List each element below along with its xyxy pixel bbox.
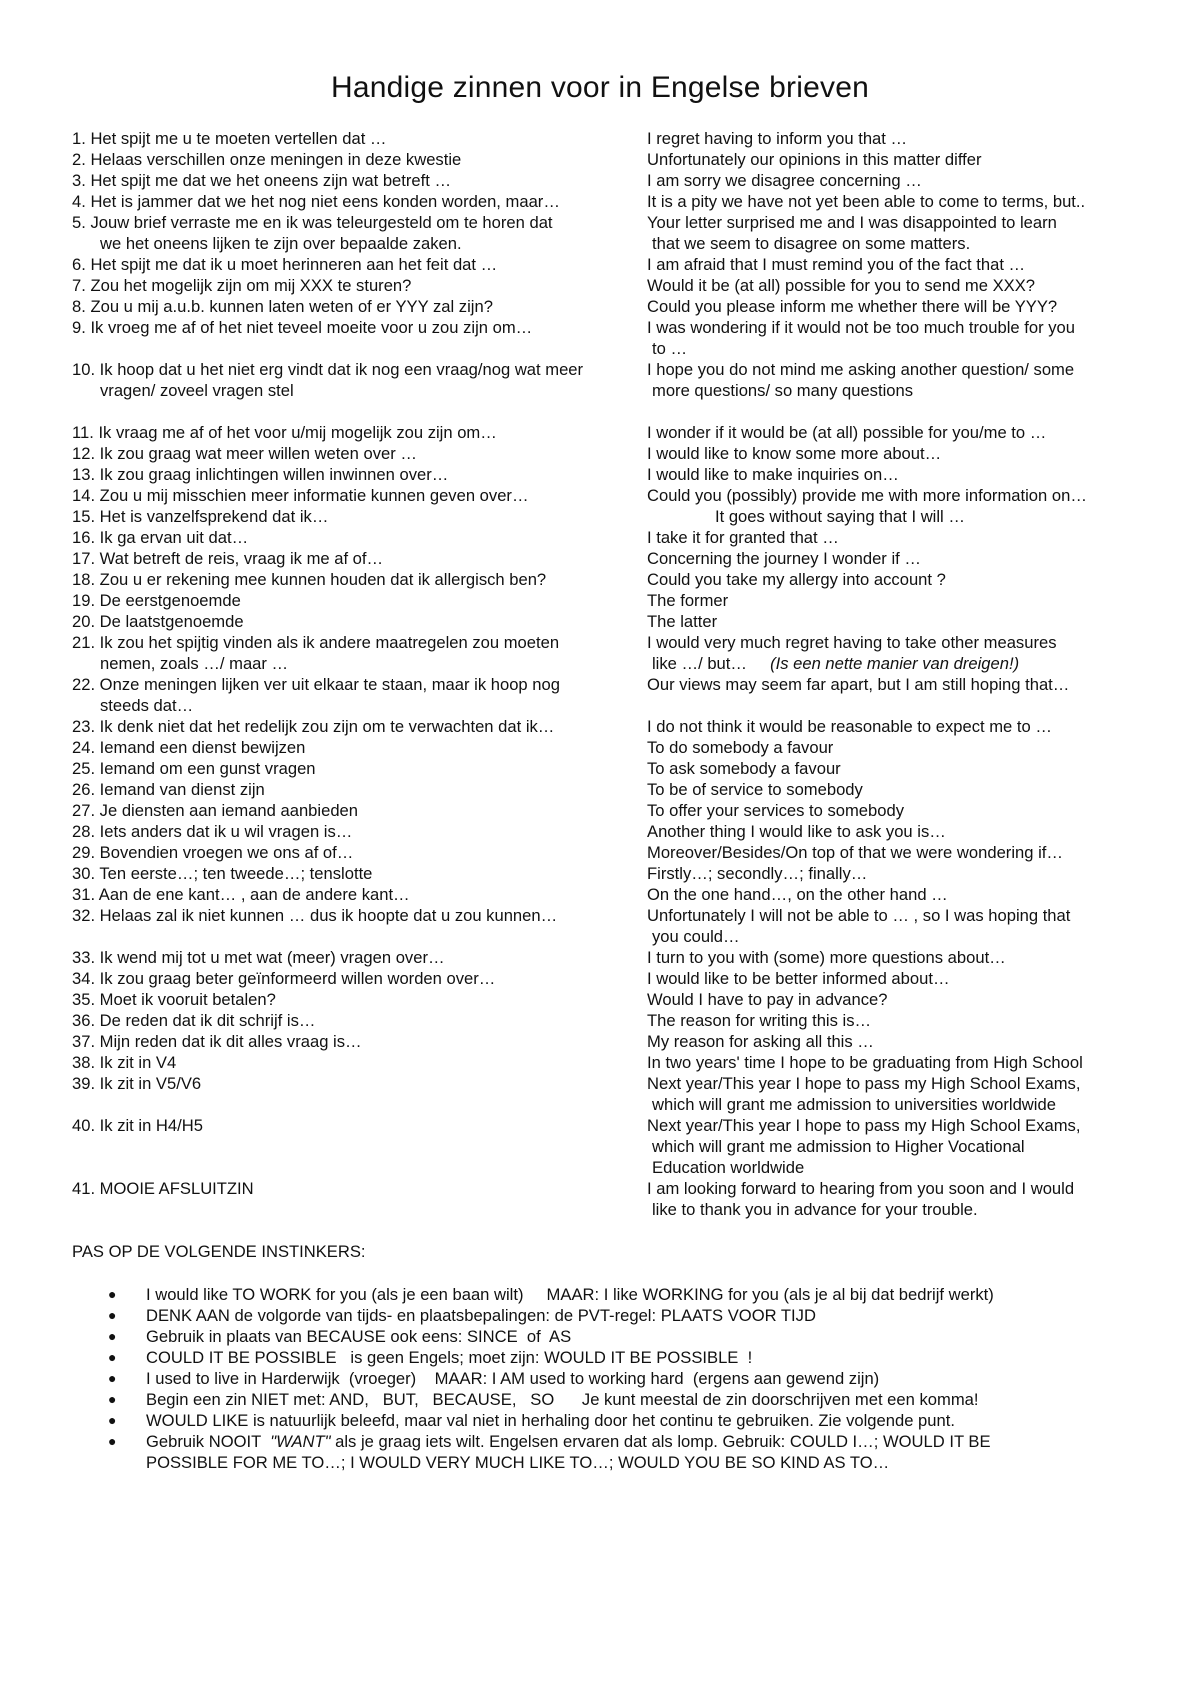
dutch-phrase: 8. Zou u mij a.u.b. kunnen laten weten of er YYY zal zijn? [72, 297, 493, 316]
dutch-phrase: 15. Het is vanzelfsprekend dat ik… [72, 507, 329, 526]
english-phrase-cell [647, 800, 1142, 821]
dutch-phrase-continuation: steeds dat… [100, 696, 194, 715]
dutch-phrase: 25. Iemand om een gunst vragen [72, 759, 316, 778]
phrase-row [72, 548, 1142, 569]
phrase-row [72, 947, 1142, 968]
english-phrase: I do not think it would be reasonable to expect me to … [647, 717, 1052, 736]
english-phrase: To be of service to somebody [647, 780, 863, 799]
dutch-phrase-cell [72, 884, 647, 905]
dutch-phrase-cell [72, 506, 647, 527]
english-phrase: Another thing I would like to ask you is… [647, 822, 946, 841]
dutch-phrase-cell [72, 758, 647, 779]
warning-item [72, 1326, 1142, 1347]
english-phrase-cell [647, 968, 1142, 989]
english-phrase-cell [647, 674, 1142, 716]
english-phrase: I would very much regret having to take other measures [647, 633, 1057, 652]
warnings-heading: PAS OP DE VOLGENDE INSTINKERS: [72, 1242, 366, 1261]
phrase-row [72, 317, 1142, 359]
phrase-row [72, 128, 1142, 149]
english-phrase-continuation [647, 380, 1142, 401]
dutch-phrase-cell [72, 1073, 647, 1115]
warning-text-part: als je graag iets wilt. Engelsen ervaren dat als lomp. Gebruik: COULD I…; WOULD IT BE [330, 1432, 991, 1451]
dutch-phrase: 40. Ik zit in H4/H5 [72, 1116, 203, 1135]
english-phrase: Would it be (at all) possible for you to send me XXX? [647, 276, 1036, 295]
dutch-phrase-cell [72, 149, 647, 170]
english-phrase-cell [647, 842, 1142, 863]
english-phrase-cell [647, 191, 1142, 212]
english-phrase-cell [647, 779, 1142, 800]
dutch-phrase: 29. Bovendien vroegen we ons af of… [72, 843, 354, 862]
english-phrase: I wonder if it would be (at all) possible for you/me to … [647, 423, 1047, 442]
dutch-phrase: 32. Helaas zal ik niet kunnen … dus ik hoopte dat u zou kunnen… [72, 906, 558, 925]
dutch-phrase-cell [72, 1010, 647, 1031]
english-phrase-cell [647, 863, 1142, 884]
english-phrase: Could you take my allergy into account ? [647, 570, 946, 589]
bullet-icon: ● [108, 1307, 117, 1323]
english-phrase-cell [647, 1178, 1142, 1220]
warning-item [72, 1347, 1142, 1368]
dutch-phrase: 7. Zou het mogelijk zijn om mij XXX te sturen? [72, 276, 412, 295]
phrase-row [72, 422, 1142, 443]
english-phrase-continuation [647, 695, 1142, 716]
dutch-phrase: 12. Ik zou graag wat meer willen weten over … [72, 444, 417, 463]
english-phrase-cell [647, 632, 1142, 674]
dutch-phrase-continuation: vragen/ zoveel vragen stel [100, 381, 294, 400]
warning-item [72, 1389, 1142, 1410]
phrase-row [72, 464, 1142, 485]
warning-item [72, 1431, 1142, 1473]
english-phrase-continuation [647, 926, 1142, 947]
dutch-phrase: 23. Ik denk niet dat het redelijk zou zijn om te verwachten dat ik… [72, 717, 555, 736]
english-phrase-cell [647, 254, 1142, 275]
english-phrase-cell [647, 149, 1142, 170]
dutch-phrase-cell [72, 170, 647, 191]
english-phrase: I would like to know some more about… [647, 444, 942, 463]
english-phrase-cell [647, 758, 1142, 779]
english-phrase-continuation-text: like to thank you in advance for your trouble. [652, 1200, 978, 1219]
phrase-row [72, 212, 1142, 254]
phrase-row [72, 611, 1142, 632]
english-phrase: Could you please inform me whether there will be YYY? [647, 297, 1058, 316]
english-phrase-cell [647, 947, 1142, 968]
dutch-phrase-cell [72, 590, 647, 611]
dutch-phrase: 26. Iemand van dienst zijn [72, 780, 265, 799]
phrase-row [72, 506, 1142, 527]
english-phrase: Firstly…; secondly…; finally… [647, 864, 868, 883]
english-phrase-continuation [647, 1199, 1142, 1220]
phrase-row [72, 1178, 1142, 1220]
warning-text: COULD IT BE POSSIBLE is geen Engels; moet zijn: WOULD IT BE POSSIBLE ! [146, 1348, 753, 1367]
phrase-row [72, 569, 1142, 590]
dutch-phrase-continuation [72, 1157, 639, 1178]
english-phrase: Unfortunately our opinions in this matter differ [647, 150, 982, 169]
phrase-row [72, 170, 1142, 191]
dutch-phrase: 19. De eerstgenoemde [72, 591, 241, 610]
dutch-phrase: 2. Helaas verschillen onze meningen in deze kwestie [72, 150, 462, 169]
english-phrase-cell [647, 296, 1142, 317]
english-phrase-cell [647, 1031, 1142, 1052]
dutch-phrase: 33. Ik wend mij tot u met wat (meer) vragen over… [72, 948, 445, 967]
phrase-row [72, 821, 1142, 842]
english-phrase-continuation-text: more questions/ so many questions [652, 381, 914, 400]
english-phrase: Next year/This year I hope to pass my High School Exams, [647, 1116, 1081, 1135]
english-phrase-cell [647, 989, 1142, 1010]
english-phrase: Your letter surprised me and I was disappointed to learn [647, 213, 1057, 232]
english-phrase-cell [647, 611, 1142, 632]
english-phrase: I am afraid that I must remind you of the fact that … [647, 255, 1026, 274]
dutch-phrase-continuation [72, 926, 639, 947]
phrase-row [72, 275, 1142, 296]
english-phrase: Could you (possibly) provide me with more information on… [647, 486, 1087, 505]
dutch-phrase-cell [72, 275, 647, 296]
row-spacer [72, 401, 1142, 422]
phrase-row [72, 359, 1142, 401]
english-phrase: The former [647, 591, 729, 610]
dutch-phrase: 38. Ik zit in V4 [72, 1053, 177, 1072]
english-phrase: On the one hand…, on the other hand … [647, 885, 948, 904]
phrase-row [72, 149, 1142, 170]
dutch-phrase-cell [72, 800, 647, 821]
warning-text: DENK AAN de volgorde van tijds- en plaatsbepalingen: de PVT-regel: PLAATS VOOR TIJD [146, 1306, 816, 1325]
english-phrase-cell [647, 737, 1142, 758]
phrase-row [72, 485, 1142, 506]
english-phrase-cell [647, 905, 1142, 947]
dutch-phrase-continuation [72, 1094, 639, 1115]
english-phrase-cell [647, 1115, 1142, 1178]
bullet-icon: ● [108, 1412, 117, 1428]
phrase-row [72, 1115, 1142, 1178]
dutch-phrase-cell [72, 632, 647, 674]
warning-text: Gebruik in plaats van BECAUSE ook eens: SINCE of AS [146, 1327, 572, 1346]
english-phrase-continuation-text: to … [652, 339, 688, 358]
warning-item [72, 1284, 1142, 1305]
dutch-phrase-continuation [72, 338, 639, 359]
english-phrase-cell [647, 212, 1142, 254]
dutch-phrase-cell [72, 716, 647, 737]
english-phrase: Would I have to pay in advance? [647, 990, 888, 1009]
dutch-phrase-continuation [72, 1199, 639, 1220]
dutch-phrase-cell [72, 1115, 647, 1178]
dutch-phrase-cell [72, 863, 647, 884]
english-phrase-cell [647, 464, 1142, 485]
warning-text: POSSIBLE FOR ME TO…; I WOULD VERY MUCH LIKE TO…; WOULD YOU BE SO KIND AS TO… [146, 1453, 890, 1472]
dutch-phrase: 5. Jouw brief verraste me en ik was teleurgesteld om te horen dat [72, 213, 553, 232]
dutch-phrase-cell [72, 422, 647, 443]
english-phrase-continuation [647, 1136, 1142, 1157]
warning-text: I used to live in Harderwijk (vroeger) MAAR: I AM used to working hard (ergens aan gewend zijn) [146, 1369, 880, 1388]
dutch-phrase-cell [72, 737, 647, 758]
dutch-phrase-cell [72, 947, 647, 968]
phrase-row [72, 758, 1142, 779]
english-phrase-continuation [647, 1094, 1142, 1115]
english-phrase: I hope you do not mind me asking another question/ some [647, 360, 1075, 379]
english-phrase-cell [647, 1073, 1142, 1115]
dutch-phrase-cell [72, 569, 647, 590]
dutch-phrase-cell [72, 254, 647, 275]
dutch-phrase: 41. MOOIE AFSLUITZIN [72, 1179, 254, 1198]
dutch-phrase: 28. Iets anders dat ik u wil vragen is… [72, 822, 353, 841]
english-phrase-continuation-text: which will grant me admission to universities worldwide [652, 1095, 1056, 1114]
phrase-row [72, 842, 1142, 863]
dutch-phrase-cell [72, 842, 647, 863]
dutch-phrase: 9. Ik vroeg me af of het niet teveel moeite voor u zou zijn om… [72, 318, 533, 337]
dutch-phrase: 4. Het is jammer dat we het nog niet eens konden worden, maar… [72, 192, 560, 211]
warning-text [146, 1431, 1142, 1452]
bullet-icon: ● [108, 1370, 117, 1386]
english-phrase: I am sorry we disagree concerning … [647, 171, 922, 190]
phrase-row [72, 527, 1142, 548]
english-phrase: I am looking forward to hearing from you soon and I would [647, 1179, 1075, 1198]
dutch-phrase: 37. Mijn reden dat ik dit alles vraag is… [72, 1032, 362, 1051]
english-phrase: I would like to be better informed about… [647, 969, 950, 988]
dutch-phrase: 13. Ik zou graag inlichtingen willen inwinnen over… [72, 465, 449, 484]
english-phrase: To offer your services to somebody [647, 801, 905, 820]
dutch-phrase-cell [72, 191, 647, 212]
phrase-row [72, 191, 1142, 212]
dutch-phrase-cell [72, 905, 647, 947]
phrase-row [72, 800, 1142, 821]
phrase-row [72, 632, 1142, 674]
dutch-phrase-cell [72, 989, 647, 1010]
dutch-phrase-cell [72, 611, 647, 632]
phrase-row [72, 296, 1142, 317]
dutch-phrase: 6. Het spijt me dat ik u moet herinneren aan het feit dat … [72, 255, 498, 274]
english-phrase: It is a pity we have not yet been able to come to terms, but.. [647, 192, 1086, 211]
dutch-phrase: 1. Het spijt me u te moeten vertellen dat … [72, 129, 387, 148]
page-title: Handige zinnen voor in Engelse brieven [331, 71, 869, 104]
phrase-row [72, 1052, 1142, 1073]
dutch-phrase: 22. Onze meningen lijken ver uit elkaar te staan, maar ik hoop nog [72, 675, 560, 694]
bullet-icon: ● [108, 1328, 117, 1344]
english-phrase-continuation-text: that we seem to disagree on some matters. [652, 234, 971, 253]
english-phrase-cell [647, 548, 1142, 569]
dutch-phrase: 21. Ik zou het spijtig vinden als ik andere maatregelen zou moeten [72, 633, 560, 652]
bullet-icon: ● [108, 1433, 117, 1449]
english-phrase-cell [647, 821, 1142, 842]
phrase-row [72, 779, 1142, 800]
warning-text: Begin een zin NIET met: AND, BUT, BECAUSE, SO Je kunt meestal de zin doorschrijven met een komma! [146, 1390, 979, 1409]
english-phrase: I turn to you with (some) more questions about… [647, 948, 1006, 967]
english-phrase: Concerning the journey I wonder if … [647, 549, 921, 568]
english-phrase-cell [647, 275, 1142, 296]
english-phrase: Moreover/Besides/On top of that we were wondering if… [647, 843, 1063, 862]
dutch-phrase-continuation [72, 1136, 639, 1157]
dutch-phrase-cell [72, 296, 647, 317]
dutch-phrase-cell [72, 359, 647, 401]
dutch-phrase-cell [72, 779, 647, 800]
english-phrase-cell [647, 128, 1142, 149]
dutch-phrase-cell [72, 1052, 647, 1073]
english-phrase: It goes without saying that I will … [715, 507, 965, 526]
dutch-phrase-cell [72, 485, 647, 506]
dutch-phrase-cell [72, 128, 647, 149]
english-phrase-cell [647, 1010, 1142, 1031]
english-phrase: Unfortunately I will not be able to … , so I was hoping that [647, 906, 1071, 925]
phrase-row [72, 590, 1142, 611]
phrase-table [72, 128, 1142, 1220]
dutch-phrase: 11. Ik vraag me af of het voor u/mij mogelijk zou zijn om… [72, 423, 497, 442]
english-phrase-continuation-text: you could… [652, 927, 740, 946]
dutch-phrase-cell [72, 968, 647, 989]
english-phrase: The latter [647, 612, 718, 631]
phrase-row [72, 1073, 1142, 1115]
english-phrase-cell [647, 443, 1142, 464]
english-phrase: I would like to make inquiries on… [647, 465, 899, 484]
english-phrase-cell [647, 590, 1142, 611]
dutch-phrase: 3. Het spijt me dat we het oneens zijn wat betreft … [72, 171, 452, 190]
english-phrase: To do somebody a favour [647, 738, 834, 757]
dutch-phrase: 30. Ten eerste…; ten tweede…; tenslotte [72, 864, 373, 883]
phrase-row [72, 968, 1142, 989]
english-phrase-cell [647, 317, 1142, 359]
english-phrase-cell [647, 485, 1142, 506]
dutch-phrase-cell [72, 1178, 647, 1220]
english-phrase: To ask somebody a favour [647, 759, 841, 778]
dutch-phrase-cell [72, 443, 647, 464]
dutch-phrase: 27. Je diensten aan iemand aanbieden [72, 801, 359, 820]
english-phrase-cell [647, 527, 1142, 548]
english-phrase-cell [647, 1052, 1142, 1073]
warning-text: WOULD LIKE is natuurlijk beleefd, maar val niet in herhaling door het continu te gebruiken. Zie volgende punt. [146, 1411, 955, 1430]
dutch-phrase: 39. Ik zit in V5/V6 [72, 1074, 202, 1093]
dutch-phrase-continuation: nemen, zoals …/ maar … [100, 654, 289, 673]
dutch-phrase: 10. Ik hoop dat u het niet erg vindt dat ik nog een vraag/nog wat meer [72, 360, 584, 379]
dutch-phrase: 31. Aan de ene kant… , aan de andere kant… [72, 885, 410, 904]
dutch-phrase-cell [72, 548, 647, 569]
english-phrase: Our views may seem far apart, but I am still hoping that… [647, 675, 1070, 694]
dutch-phrase-cell [72, 527, 647, 548]
dutch-phrase-cell [72, 212, 647, 254]
dutch-phrase: 20. De laatstgenoemde [72, 612, 244, 631]
phrase-row [72, 1010, 1142, 1031]
warning-text: I would like TO WORK for you (als je een baan wilt) MAAR: I like WORKING for you (als je al bij dat bedrijf werkt) [146, 1285, 994, 1304]
dutch-phrase: 18. Zou u er rekening mee kunnen houden dat ik allergisch ben? [72, 570, 547, 589]
english-phrase-cell [647, 716, 1142, 737]
english-phrase-cell [647, 170, 1142, 191]
phrase-row [72, 254, 1142, 275]
dutch-phrase: 16. Ik ga ervan uit dat… [72, 528, 249, 547]
dutch-phrase: 36. De reden dat ik dit schrijf is… [72, 1011, 316, 1030]
english-phrase: I was wondering if it would not be too much trouble for you [647, 318, 1075, 337]
phrase-row [72, 884, 1142, 905]
english-phrase-continuation [647, 233, 1142, 254]
english-phrase: I take it for granted that … [647, 528, 839, 547]
dutch-phrase: 34. Ik zou graag beter geïnformeerd willen worden over… [72, 969, 496, 988]
dutch-phrase-continuation: we het oneens lijken te zijn over bepaalde zaken. [100, 234, 462, 253]
english-phrase-continuation-text: which will grant me admission to Higher Vocational [652, 1137, 1025, 1156]
bullet-icon: ● [108, 1286, 117, 1302]
phrase-note: (Is een nette manier van dreigen!) [770, 654, 1020, 673]
warning-item [72, 1368, 1142, 1389]
english-phrase-continuation: Education worldwide [652, 1158, 805, 1177]
english-phrase: I regret having to inform you that … [647, 129, 908, 148]
dutch-phrase: 24. Iemand een dienst bewijzen [72, 738, 306, 757]
phrase-row [72, 443, 1142, 464]
phrase-row [72, 1031, 1142, 1052]
phrase-row [72, 716, 1142, 737]
dutch-phrase-cell [72, 674, 647, 716]
dutch-phrase-cell [72, 317, 647, 359]
english-phrase: In two years' time I hope to be graduating from High School [647, 1053, 1083, 1072]
phrase-row [72, 863, 1142, 884]
dutch-phrase-cell [72, 821, 647, 842]
dutch-phrase-cell [72, 464, 647, 485]
dutch-phrase: 35. Moet ik vooruit betalen? [72, 990, 276, 1009]
english-phrase: Next year/This year I hope to pass my High School Exams, [647, 1074, 1081, 1093]
warning-item [72, 1305, 1142, 1326]
english-phrase-continuation [647, 338, 1142, 359]
english-phrase-cell [647, 884, 1142, 905]
warning-item [72, 1410, 1142, 1431]
warning-text-part: Gebruik NOOIT [146, 1432, 271, 1451]
dutch-phrase: 17. Wat betreft de reis, vraag ik me af of… [72, 549, 384, 568]
bullet-icon: ● [108, 1349, 117, 1365]
english-phrase-cell [647, 506, 1142, 527]
english-phrase-cell [647, 569, 1142, 590]
dutch-phrase-cell [72, 1031, 647, 1052]
phrase-row [72, 905, 1142, 947]
english-phrase-continuation [647, 653, 1142, 674]
english-phrase-cell [647, 359, 1142, 401]
warnings-list [72, 1284, 1142, 1473]
english-phrase-cell [647, 422, 1142, 443]
english-phrase: My reason for asking all this … [647, 1032, 874, 1051]
english-phrase-continuation-text: like …/ but… [652, 654, 747, 673]
english-phrase: The reason for writing this is… [647, 1011, 872, 1030]
warning-emphasis: "WANT" [270, 1432, 331, 1451]
phrase-row [72, 674, 1142, 716]
bullet-icon: ● [108, 1391, 117, 1407]
dutch-phrase: 14. Zou u mij misschien meer informatie kunnen geven over… [72, 486, 529, 505]
phrase-row [72, 737, 1142, 758]
phrase-row [72, 989, 1142, 1010]
